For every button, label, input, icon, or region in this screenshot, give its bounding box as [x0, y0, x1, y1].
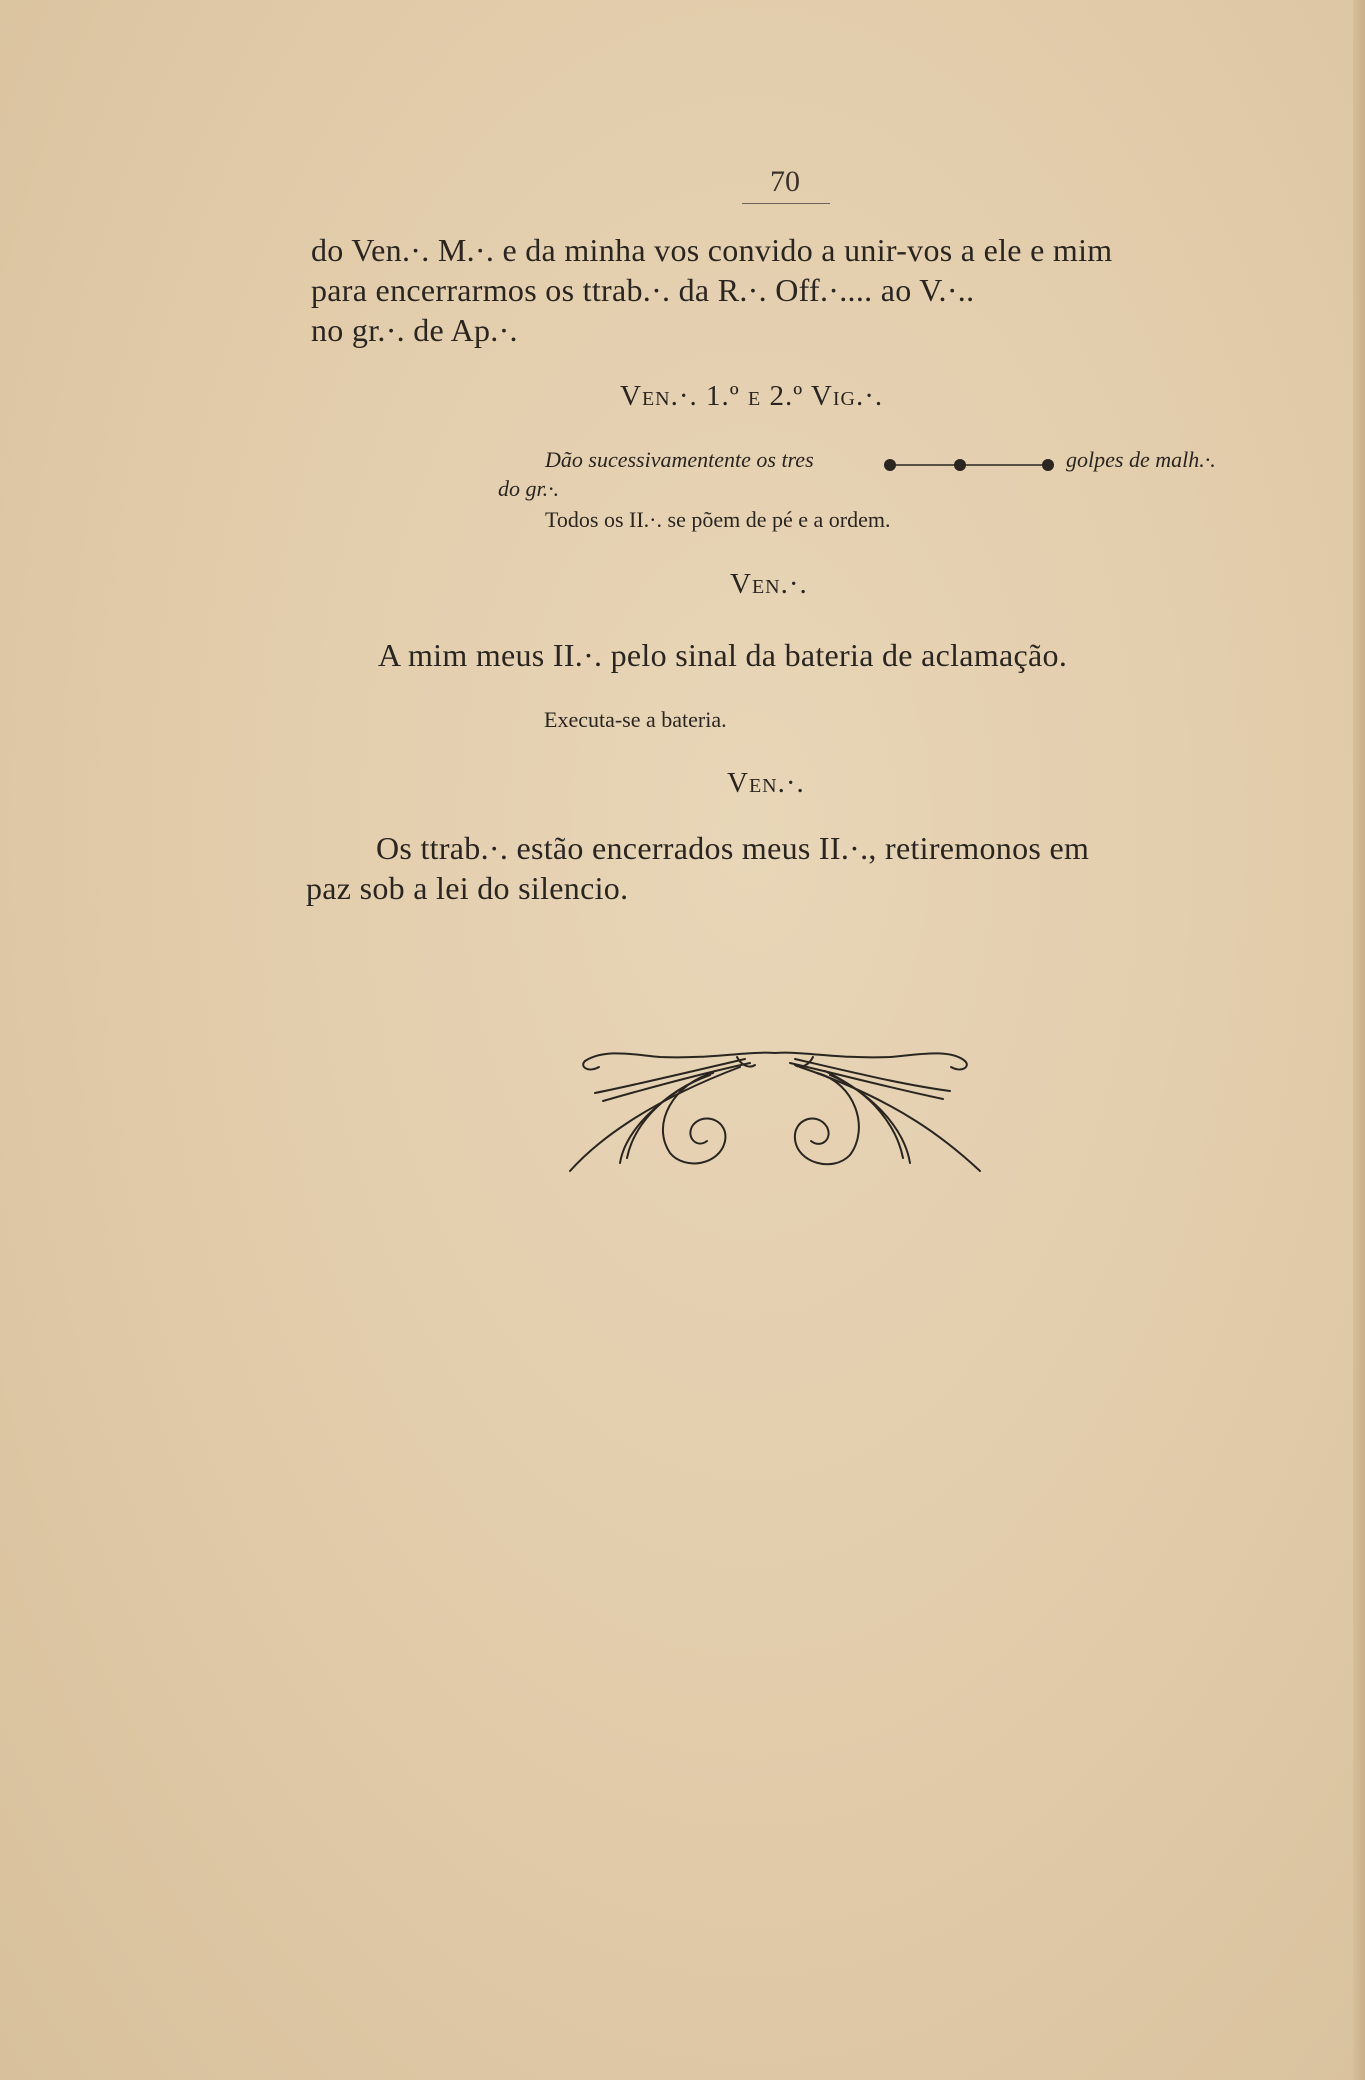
- mallet-strokes-icon: [882, 452, 1058, 476]
- speaker-3: [727, 767, 805, 800]
- stage-direction-1-end: golpes de malh.·.: [1066, 447, 1216, 472]
- speaker-1: [620, 380, 883, 413]
- closing-line-1: Os ttrab.·. estão encerrados meus II.·., retiremonos em: [376, 830, 1090, 866]
- stage-direction-1-continuation: do gr.·.: [498, 476, 560, 501]
- stage-direction-3: Executa-se a bateria.: [544, 707, 727, 732]
- paragraph-1-line-3: no gr.·. de Ap.·.: [311, 312, 518, 348]
- stage-direction-2: Todos os II.·. se põem de pé e a ordem.: [545, 507, 891, 532]
- acclamation-line: A mim meus II.·. pelo sinal da bateria de aclamação.: [378, 637, 1068, 673]
- paragraph-1-line-2: para encerrarmos os ttrab.·. da R.·. Off.·.... ao V.·..: [311, 272, 975, 308]
- speaker-1-label: Ven.·. 1.º e 2.º Vig.·.: [620, 380, 884, 412]
- paragraph-1-line-1: do Ven.·. M.·. e da minha vos convido a unir-vos a ele e mim: [311, 232, 1113, 268]
- closing-line-2: paz sob a lei do silencio.: [306, 870, 629, 906]
- stage-direction-1-start: Dão sucessivamentente os tres: [545, 447, 814, 472]
- page-number: 70: [770, 165, 800, 198]
- page-edge: [1353, 0, 1365, 2080]
- page-number-rule: [742, 203, 830, 204]
- speaker-3-label: Ven.·.: [727, 767, 805, 799]
- speaker-2-label: Ven.·.: [730, 568, 808, 600]
- speaker-2: [730, 568, 808, 601]
- scroll-flourish-ornament-icon: [565, 1043, 985, 1178]
